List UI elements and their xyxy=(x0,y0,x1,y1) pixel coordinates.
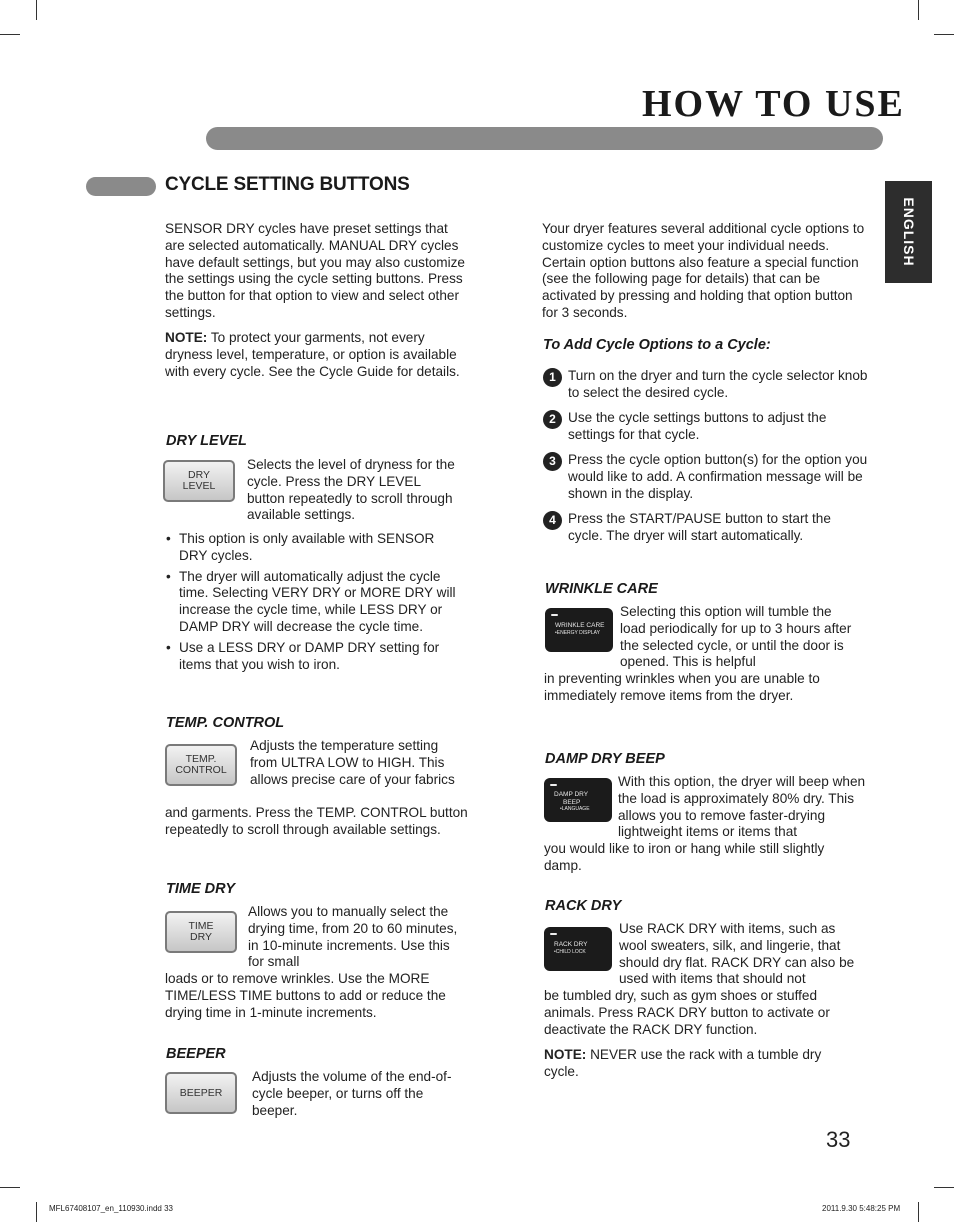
temp-control-button xyxy=(165,744,237,786)
step-text: Press the cycle option button(s) for the option you would like to add. A confirmation message will be shown in the display. xyxy=(568,452,868,501)
page-number: 33 xyxy=(826,1127,851,1152)
damp-dry-beep-button xyxy=(544,778,612,822)
indicator-light-icon xyxy=(550,784,557,786)
dry-level-desc: Selects the level of dryness for the cycle. Press the DRY LEVEL button repeatedly to scroll through available settings. xyxy=(247,457,455,523)
page-header-title: HOW TO USE xyxy=(642,83,905,125)
damp-dry-beep-button-label: DAMP DRY xyxy=(554,791,589,798)
indicator-light-icon xyxy=(550,933,557,935)
step-number: 2 xyxy=(543,410,562,429)
list-item: • The dryer will automatically adjust the cycle time. Selecting VERY DRY or MORE DRY will increase the cycle time, while LESS DRY or DAMP DRY will decrease the cycle time. xyxy=(166,569,466,636)
footer-file-info: MFL67408107_en_110930.indd 33 xyxy=(49,1204,173,1213)
crop-mark xyxy=(0,34,20,35)
wrinkle-care-desc: in preventing wrinkles when you are unable to immediately remove items from the dryer. xyxy=(544,671,820,703)
note-label: NOTE: xyxy=(544,1047,587,1062)
step-text: Press the START/PAUSE button to start the cycle. The dryer will start automatically. xyxy=(568,511,831,543)
time-dry-desc: loads or to remove wrinkles. Use the MORE TIME/LESS TIME buttons to add or reduce the drying time in 1-minute increments. xyxy=(165,971,446,1020)
note-text: NEVER use the rack with a tumble dry cycle. xyxy=(544,1047,822,1079)
dry-level-button-label-2: LEVEL xyxy=(182,480,216,492)
header-bar xyxy=(206,127,883,150)
rack-dry-note xyxy=(544,1047,834,1081)
damp-dry-beep-desc-wrap: With this option, the dryer will beep when the load is approximately 80% dry. This allows you to remove faster-drying lightweight items or items that xyxy=(618,774,866,840)
crop-mark xyxy=(918,0,919,20)
dry-level-heading: DRY LEVEL xyxy=(166,433,247,449)
crop-mark xyxy=(934,1187,954,1188)
rack-dry-button-sublabel: •CHILD LOCK xyxy=(554,948,586,955)
note-text: To protect your garments, not every dryness level, temperature, or option is available with every cycle. See the Cycle Guide for details. xyxy=(165,330,460,379)
section-title: CYCLE SETTING BUTTONS xyxy=(165,174,410,195)
language-tab xyxy=(885,181,932,283)
dry-level-bullets xyxy=(166,531,466,677)
section-marker xyxy=(86,177,156,196)
temp-control-button-label: TEMP. xyxy=(185,753,217,765)
damp-dry-beep-button-label-2: BEEP xyxy=(563,798,581,806)
dry-level-button xyxy=(163,460,235,502)
wrinkle-care-button-label: WRINKLE CARE xyxy=(555,622,605,629)
language-tab-label: ENGLISH xyxy=(900,197,917,267)
step-number: 4 xyxy=(543,511,562,530)
right-intro: Your dryer features several additional cycle options to customize cycles to meet your individual needs. Certain option buttons also feature a special function (see the following page for details) that can be activated by pressing and holding that option button for 3 seconds. xyxy=(542,221,865,320)
step-number: 3 xyxy=(543,452,562,471)
wrinkle-care-button xyxy=(545,608,613,652)
temp-control-heading: TEMP. CONTROL xyxy=(166,715,285,731)
wrinkle-care-desc-wrap: Selecting this option will tumble the load periodically for up to 3 hours after the selected cycle, or until the door is opened. This is helpful xyxy=(620,604,852,670)
rack-dry-button xyxy=(544,927,612,971)
list-item: • This option is only available with SENSOR DRY cycles. xyxy=(166,531,466,565)
crop-mark xyxy=(36,1202,37,1222)
crop-mark xyxy=(36,0,37,20)
beeper-button-label: BEEPER xyxy=(179,1086,223,1099)
note-label: NOTE: xyxy=(165,330,208,345)
left-note xyxy=(165,330,465,380)
step-number: 1 xyxy=(543,368,562,387)
rack-dry-button-label: RACK DRY xyxy=(554,941,588,948)
step-text: Use the cycle settings buttons to adjust the settings for that cycle. xyxy=(568,410,827,442)
beeper-desc: Adjusts the volume of the end-of-cycle beeper, or turns off the beeper. xyxy=(252,1069,452,1118)
left-intro: SENSOR DRY cycles have preset settings that are selected automatically. MANUAL DRY cycles have default settings, but you may also customize the settings using the cycle setting buttons. Press the button for that option to view and select other settings. xyxy=(165,221,465,320)
footer-timestamp: 2011.9.30 5:48:25 PM xyxy=(822,1204,901,1213)
time-dry-button xyxy=(165,911,237,953)
rack-dry-desc: be tumbled dry, such as gym shoes or stuffed animals. Press RACK DRY button to activate or deactivate the RACK DRY function. xyxy=(544,988,830,1037)
rack-dry-heading: RACK DRY xyxy=(545,898,622,914)
crop-mark xyxy=(0,1187,20,1188)
temp-control-button-label-2: CONTROL xyxy=(175,764,227,776)
rack-dry-desc-wrap: Use RACK DRY with items, such as wool sweaters, silk, and lingerie, that should dry flat. RACK DRY can also be used with items that should not xyxy=(619,921,855,987)
temp-control-desc: and garments. Press the TEMP. CONTROL button repeatedly to scroll through available settings. xyxy=(165,805,468,837)
dry-level-button-label: DRY xyxy=(188,469,210,481)
time-dry-heading: TIME DRY xyxy=(166,881,236,897)
beeper-button xyxy=(165,1072,237,1114)
damp-dry-beep-desc: you would like to iron or hang while still slightly damp. xyxy=(544,841,825,873)
wrinkle-care-heading: WRINKLE CARE xyxy=(545,581,658,597)
step-text: Turn on the dryer and turn the cycle selector knob to select the desired cycle. xyxy=(568,368,868,400)
temp-control-desc-wrap: Adjusts the temperature setting from ULTRA LOW to HIGH. This allows precise care of your fabrics xyxy=(250,738,455,787)
damp-dry-beep-button-sublabel: •LANGUAGE xyxy=(560,806,590,812)
wrinkle-care-button-sublabel: •ENERGY DISPLAY xyxy=(555,629,600,636)
list-item: • Use a LESS DRY or DAMP DRY setting for items that you wish to iron. xyxy=(166,640,466,674)
add-options-heading: To Add Cycle Options to a Cycle: xyxy=(543,337,771,353)
time-dry-button-label: TIME xyxy=(188,920,214,932)
time-dry-button-label-2: DRY xyxy=(190,931,212,943)
beeper-heading: BEEPER xyxy=(166,1046,226,1062)
time-dry-desc-wrap: Allows you to manually select the drying time, from 20 to 60 minutes, in 10-minute increments. Use this for small xyxy=(248,904,458,970)
damp-dry-beep-heading: DAMP DRY BEEP xyxy=(545,751,665,767)
indicator-light-icon xyxy=(551,614,558,616)
crop-mark xyxy=(934,34,954,35)
crop-mark xyxy=(918,1202,919,1222)
